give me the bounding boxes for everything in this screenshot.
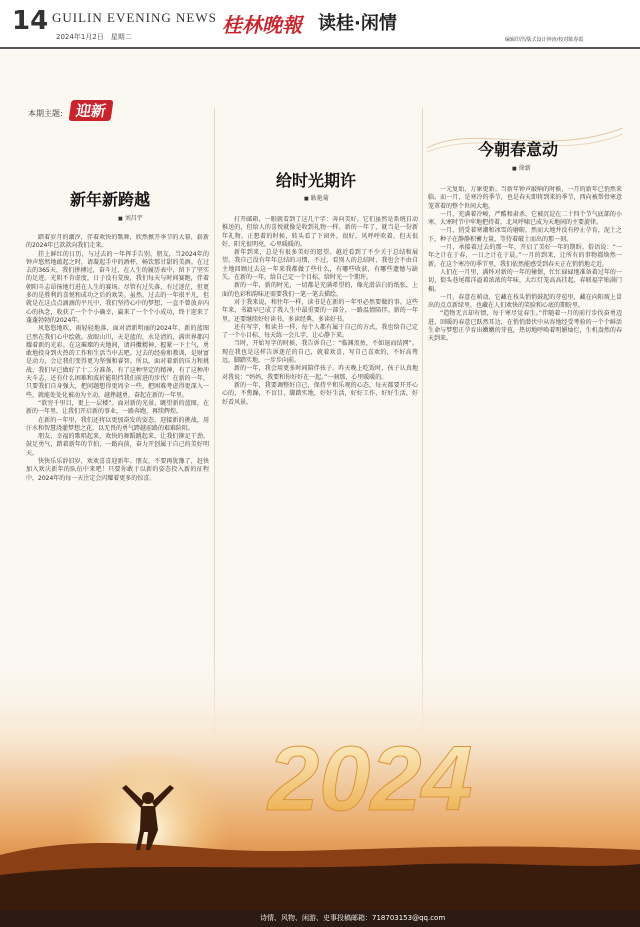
- submission-email: 诗情、风物、闲游、史事投稿邮箱：718703153@qq.com: [260, 914, 446, 922]
- paragraph: 一月，承接着过去的那一年，开启了美好一年的期盼。俗语说：“一年之计在于春，一日之计在于晨。”一月的到来，让所有的事物都焕然一新。在这个寒冷的季节里，我们依然能感受到春天正在悄悄地走近。: [428, 244, 622, 268]
- paragraph: 一月，悄受着寒潮和冰雪的磨砺，然而大地并没有停止孕育，泥土之下，种子在静静积蓄力量，等待着破土而出的那一刻。: [428, 227, 622, 243]
- hill-near: [0, 864, 640, 910]
- paragraph: 踏着岁月的潮汐，伴着欢快的歌舞，欣然掀开季节的大幕，崭新的2024年已款款向我们走来。: [26, 234, 209, 250]
- section-name: 读桂·闲情: [318, 13, 397, 34]
- paragraph: 朋友，幸福的歌唱起来，欢快的舞蹈跳起来，让我们铆足干劲，鼓足勇气，踏着新年的节拍，一路向前，奋力开创属于自己的美好明天。: [26, 433, 209, 457]
- paragraph: 新的一年，新的时光，一切都是充满希望的，像光滑洁白的纸张，上面的色彩和韵味还需要我们一笔一笔去描绘。: [222, 282, 418, 298]
- article-2-title: 给时光期许: [276, 171, 357, 190]
- article-3-byline: ■ 徐新: [512, 163, 531, 172]
- issue-date: 2024年1月2日 星期二: [56, 33, 132, 41]
- theme-label: 本期主题:: [28, 109, 63, 118]
- paragraph: 打开邮箱，一眼就看到了这几个字：奔向美好。它们虽然是系统自动推送的，但给人的喜悦就像是收到礼物一样。新的一年了，就当是一份新年礼物。正想着的时候，转头看了下窗外，很好，风呼呼吹着，但天很好，阳光很明亮，心里暖暖的。: [222, 216, 418, 248]
- article-3-body: [428, 186, 622, 642]
- paragraph: 对于我来说，和往年一样，读书是在新的一年里必然要做的事。这些年来，书籍早已成了我人生中最重要的一部分，一路温情陪伴。新的一年里，还要继续好好读书，多读经典，多读好书。: [222, 298, 418, 323]
- paragraph: 人们在一月里，满怀对新的一年的憧憬，忙忙碌碌地准备着过年的一切，街头巷尾都洋溢着浓浓的年味，大红灯笼高高挂起，春联福字贴满门楣。: [428, 268, 622, 293]
- masthead-logo: 桂林晚報: [222, 13, 302, 37]
- new-year-illustration: [0, 650, 640, 910]
- paragraph: 一月，春意在萌动，它藏在枝头悄悄鼓起的芽苞里，藏在向阳坡上冒出的点点新绿里，也藏在人们欢快的笑脸和心底的期盼里。: [428, 293, 622, 310]
- paragraph: 还有写字，和读书一样，每个人都有属于自己的方式，我也给自己定了一个小目标，每天练一会儿字，让心静下来。: [222, 323, 418, 340]
- page-footer: [0, 910, 640, 927]
- article-1-title: 新年新跨越: [70, 190, 151, 209]
- paragraph: 当时，开始写字的时候，我告诉自己：“临渊羡鱼，不如退而结网”。现在我也是这样告诉迷茫的自己，就着欢喜，写自己喜欢的，不好高骛远，脚踏实地，一步步向前。: [222, 340, 418, 365]
- paragraph: “造物无言却有情，每于寒尽觉春生。”伴随着一月的前行步伐奋勇迈进，回暖的春意已跃然耳边，在悄悄潜伏中从容地经受考验的一个个鲜活生命与梦想正孕育出嫩嫩的芽苞，热切地呼唤着明媚灿烂，生机盎然的春天到来。: [428, 310, 622, 343]
- page-header: [0, 0, 640, 50]
- paper-english-name: GUILIN EVENING NEWS: [52, 10, 217, 25]
- article-2-byline: ■ 耿艳菊: [304, 193, 329, 202]
- theme-word: 迎新: [68, 100, 113, 121]
- editor-credits: 编辑印浩/版式设计钟涛/校对陈春霞: [505, 37, 584, 43]
- paragraph: 在新的一年里，我们还将以更加奋发的姿态，迎接新的挑战，用汗水和智慧浇灌梦想之花，以无畏的勇气跨越前路的艰难险阻。: [26, 416, 209, 432]
- sunrise-scene: [0, 650, 640, 910]
- paragraph: 快快乐乐辞旧岁，欢欢喜喜迎新年。朋友，不要再犹豫了，赶快加入欢庆新年的队伍中来吧！只要你敢于以新的姿态投入新的征程中，2024年的每一天注定会闪耀着更多的惊喜。: [26, 458, 209, 482]
- paragraph: “欲穷千里目，更上一层楼”。面对新的光景，眺望新的蓝图，在新的一年里，让我们开启新的事业，一路奔跑，再续辉煌。: [26, 399, 209, 416]
- paragraph: 新年到来，总是有很多美好的愿望。越近看到了不少关于总结和展望。我自己没有年年总结的习惯，不过，看别人的总结时，我也会不由自主地回顾过去这一年来我都做了些什么，有哪些收获，有哪些遗憾与缺失。在新的一年，给自己定一个目标，给时光一个期许。: [222, 249, 418, 282]
- article-2-body: [222, 216, 418, 696]
- article-1-byline: ■ 刘昌宇: [118, 213, 143, 222]
- paragraph: 新的一年，我要调整好自己，保持平和乐观的心态，每天都要开开心心的，不焦躁，不盲目，脚踏实地，好好生活，好好工作，好好生活，好好看风景。: [222, 381, 418, 406]
- article-3-title: 今朝春意动: [478, 140, 559, 159]
- paragraph: 风悠悠地吹，雨轻轻地落，面对清新明丽的2024年，新的蓝图已然在我们心中绘就。放眼山川，天是蓝的，水是清的，满世界都闪耀着新的光彩。在这璀璨的天地间，请抖擞精神，握紧一下土气，勇敢地投身到火热的工作和生活当中去吧。过去的经验和教训，是财富是动力，会让我们变得更为坚强和睿智。所以，面对着新的压力和挑战，我们早已做好了十二分准备，有了这种坚定的精神，有了这种冲天斗志，还有什么困难和波折能阻挡我们前进的步伐！在新的一年，只要我们自身强大，把问题想得更周全一些，把困难考虑得更深入一些，就能处处化被动为主动，越挫越勇，奋起在新的一年里。: [26, 325, 209, 399]
- paragraph: 新的一年，我会用更多时间陪伴孩子。昨天晚上吃饭时，孩子认真地对我说：“妈妈，我要和你好好在一起。”一刹那，心里暖暖的。: [222, 365, 418, 381]
- article-1-body: [26, 234, 209, 642]
- paragraph: 一月，充满着冷峻，严酷和肃杀，它被沉淀在二十四个节气底部的小寒、大寒时节中牢地把持着，北风呼啸已成为天地间的主要旋律。: [428, 210, 622, 227]
- issue-theme: [28, 100, 112, 122]
- year-2024: 2024: [268, 728, 473, 830]
- header-divider: [0, 47, 640, 49]
- page-number: 14: [12, 6, 49, 36]
- paragraph: 挂上鲜红的日历，与过去的一年挥手告别。朋友，当2024年的钟声悠然地敲起之时，请凝起手中的酒杯，畅饮那甘甜的美酒。在过去的365天，我们拼搏过，奋斗过，在人生的履历表中，留下了坚实的足迹。光阴不肯虚度，日子没有荒废，我们每天与时间赛跑，伴着朝阳斗志昂扬地行进在人生的赛场。尽管有过失落，有过迷茫，但更多的是胜利的喜悦和成功之后的欢笑。虽然，过去的一年很平凡，但就是在这点点滴滴的平凡中，我们坚持心中的梦想，一直不曾放弃内心的执念，收获了一个个小确幸，赢来了一个个小成功，终于迎来了蓬蓬勃勃的2024年。: [26, 250, 209, 324]
- paragraph: 一元复始，万象更新。当新年钟声敲响的时候，一月的新年已悄然来临。而一月，是寒冷的季节，也是春天即将到来的季节，西向被帮骨寒意笼罩着的整个世间大地。: [428, 186, 622, 210]
